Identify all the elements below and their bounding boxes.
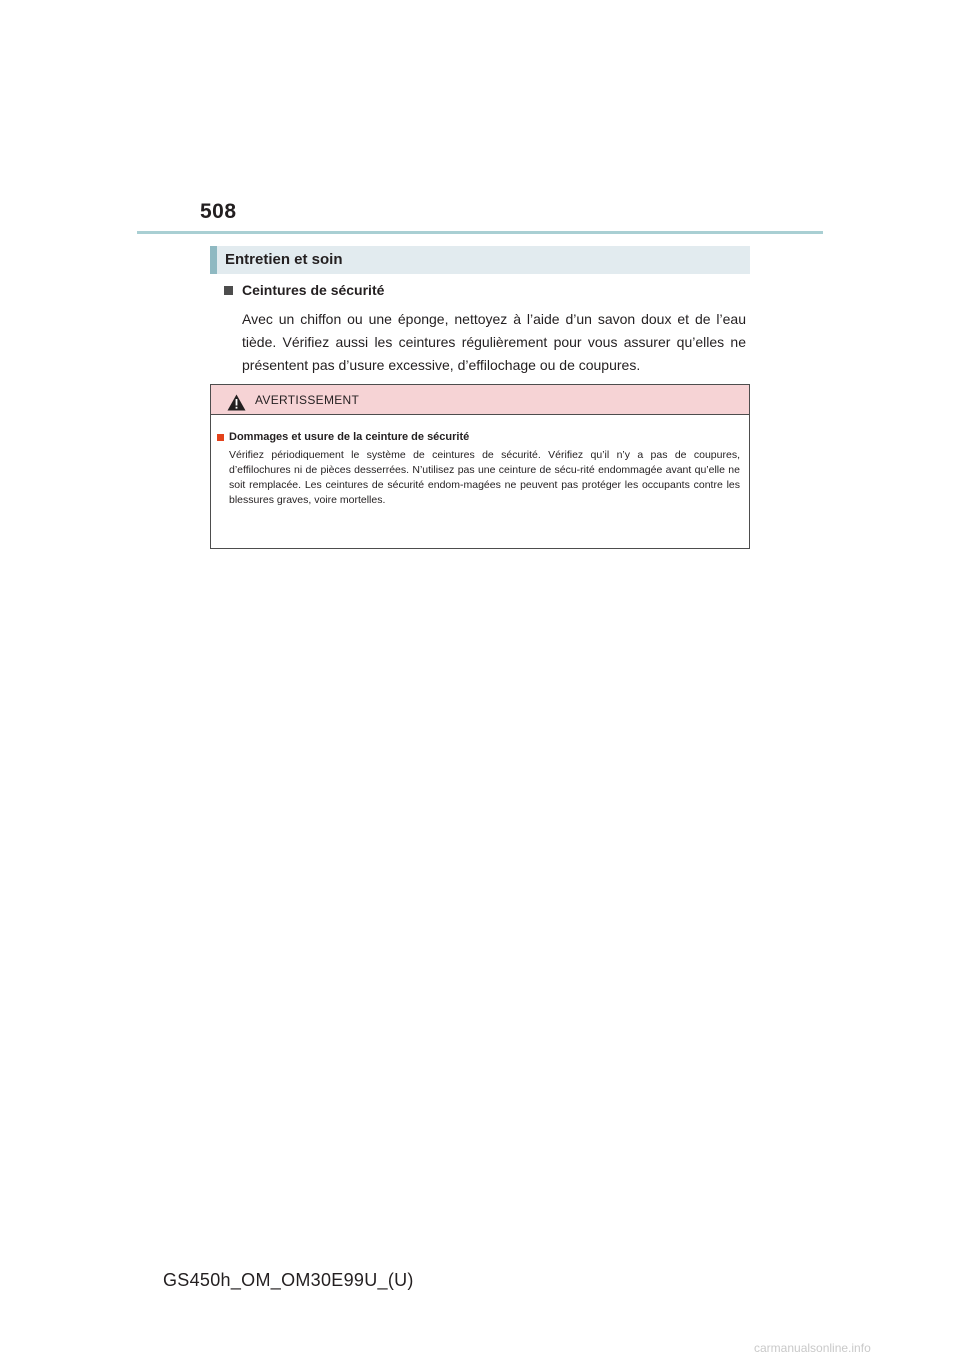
- item-heading-label: Ceintures de sécurité: [242, 282, 385, 298]
- footer-code: GS450h_OM_OM30E99U_(U): [163, 1270, 414, 1290]
- warning-subheading: [217, 431, 469, 443]
- warning-title: AVERTISSEMENT: [255, 393, 360, 407]
- warning-bullet-icon: [217, 434, 224, 441]
- warning-box: [210, 384, 750, 549]
- section-title: Entretien et soin: [225, 251, 343, 268]
- square-bullet-icon: [224, 286, 233, 295]
- watermark: carmanualsonline.info: [754, 1341, 871, 1355]
- item-body: Avec un chiffon ou une éponge, nettoyez à l’aide d’un savon doux et de l’eau tiède. Vérifiez aussi les ceintures régulièrement pour vous assurer qu’elles ne présentent pas d’usure excessive, d’effilochage ou de coupures.: [242, 311, 746, 373]
- warning-text: Vérifiez périodiquement le système de ceintures de sécurité. Vérifiez qu’il n’y a pas de coupures, d’effilochures ni de pièces desserrées. N’utilisez pas une ceinture de sécu-rité endommagée avant qu’elle ne soit remplacée. Les ceintures de sécurité endom-magées ne peuvent pas protéger les occupants contre les blessures graves, voire mortelles.: [229, 449, 740, 506]
- warning-subheading-label: Dommages et usure de la ceinture de sécurité: [229, 431, 470, 443]
- warning-triangle-icon: [227, 394, 246, 411]
- section-header: [210, 246, 750, 274]
- page-number: 508: [200, 200, 237, 223]
- item-heading: [224, 282, 384, 298]
- warning-header: [211, 385, 749, 415]
- top-divider: [137, 231, 823, 234]
